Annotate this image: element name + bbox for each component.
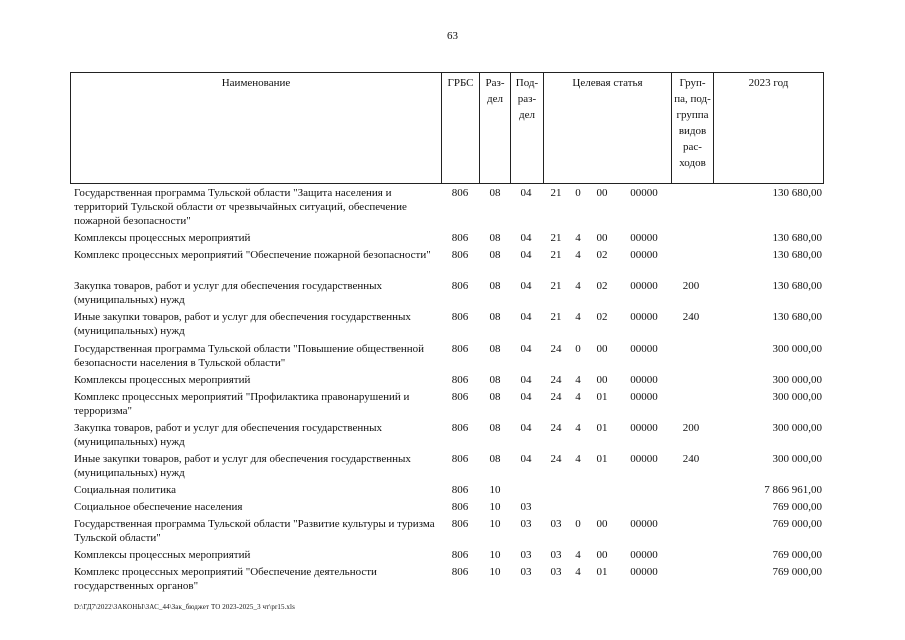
cell-podr: 04 (520, 232, 532, 245)
cell-sum: 300 000,00 (772, 421, 822, 434)
cell-podr: 03 (520, 518, 532, 531)
cell-razd: 08 (489, 373, 501, 386)
cell-t3: 01 (596, 452, 608, 465)
cell-podr: 04 (520, 452, 532, 465)
cell-podr: 03 (520, 501, 532, 514)
cell-t4: 00000 (630, 566, 658, 579)
cell-name: Комплексы процессных мероприятий (74, 549, 251, 562)
cell-podr: 03 (520, 566, 532, 579)
cell-t2: 4 (575, 311, 581, 324)
cell-t1: 21 (550, 187, 562, 199)
cell-t3: 01 (596, 421, 608, 434)
cell-vr: 200 (682, 421, 700, 434)
header-razdel: Раз- дел (479, 73, 510, 183)
cell-grbs: 806 (451, 501, 469, 514)
cell-t4: 00000 (630, 232, 658, 245)
cell-sum: 769 000,00 (772, 566, 822, 579)
cell-grbs: 806 (451, 249, 469, 262)
cell-t4: 00000 (630, 280, 658, 293)
cell-name: Социальная политика (74, 484, 177, 496)
cell-sum: 130 680,00 (772, 280, 822, 293)
cell-sum: 130 680,00 (772, 249, 822, 262)
header-podrazdel: Под- раз- дел (510, 73, 543, 183)
cell-vr: 200 (682, 280, 700, 293)
cell-grbs: 806 (451, 373, 469, 386)
cell-razd: 08 (489, 342, 501, 355)
cell-t4: 00000 (630, 390, 658, 403)
cell-podr: 03 (520, 549, 532, 562)
cell-sum: 130 680,00 (772, 311, 822, 324)
header-vr: Груп- па, под- группа видов рас- ходов (671, 73, 713, 183)
cell-podr: 04 (520, 249, 532, 262)
cell-grbs: 806 (451, 342, 469, 355)
cell-sum: 130 680,00 (772, 187, 822, 199)
cell-t2: 0 (575, 342, 581, 355)
cell-t3: 02 (596, 249, 608, 262)
cell-t1: 24 (550, 373, 562, 386)
cell-sum: 769 000,00 (772, 549, 822, 562)
cell-t3: 02 (596, 311, 608, 324)
cell-podr: 04 (520, 311, 532, 324)
page-number: 63 (447, 30, 458, 42)
cell-podr: 04 (520, 342, 532, 355)
cell-t4: 00000 (630, 373, 658, 386)
cell-sum: 300 000,00 (772, 373, 822, 386)
cell-t2: 4 (575, 373, 581, 386)
cell-name: Социальное обеспечение населения (74, 501, 243, 514)
header-name: Наименование (221, 77, 291, 89)
cell-grbs: 806 (451, 232, 469, 245)
cell-sum: 300 000,00 (772, 452, 822, 465)
cell-t2: 4 (575, 421, 581, 434)
cell-razd: 10 (489, 484, 501, 496)
cell-name: Комплекс процессных мероприятий "Профилактика правонарушений и терроризма" (74, 390, 410, 417)
header-target: Целевая статья (543, 73, 671, 183)
cell-t2: 4 (575, 280, 581, 293)
cell-t2: 4 (575, 390, 581, 403)
cell-razd: 08 (489, 249, 501, 262)
cell-razd: 08 (489, 232, 501, 245)
cell-t3: 00 (596, 373, 608, 386)
cell-razd: 08 (489, 452, 501, 465)
cell-t2: 4 (575, 249, 581, 262)
cell-grbs: 806 (451, 421, 469, 434)
cell-name: Комплексы процессных мероприятий (74, 232, 251, 245)
cell-vr: 240 (682, 452, 700, 465)
cell-grbs: 806 (451, 452, 469, 465)
cell-grbs: 806 (451, 311, 469, 324)
cell-name: Иные закупки товаров, работ и услуг для обеспечения государственных (муниципальных) нужд (74, 311, 411, 338)
cell-t1: 21 (550, 280, 562, 293)
cell-t4: 00000 (630, 518, 658, 531)
cell-podr: 04 (520, 187, 532, 199)
cell-t1: 03 (550, 518, 562, 531)
cell-t2: 0 (575, 187, 581, 199)
cell-razd: 10 (489, 549, 501, 562)
cell-grbs: 806 (451, 484, 469, 496)
cell-sum: 300 000,00 (772, 342, 822, 355)
cell-podr: 04 (520, 373, 532, 386)
cell-t1: 03 (550, 549, 562, 562)
cell-t1: 03 (550, 566, 562, 579)
cell-razd: 08 (489, 311, 501, 324)
table-header (70, 72, 824, 184)
cell-razd: 08 (489, 280, 501, 293)
cell-t2: 4 (575, 566, 581, 579)
cell-vr: 240 (682, 311, 700, 324)
cell-razd: 10 (489, 566, 501, 579)
cell-t1: 24 (550, 421, 562, 434)
cell-t3: 00 (596, 518, 608, 531)
cell-t3: 01 (596, 390, 608, 403)
cell-sum: 300 000,00 (772, 390, 822, 403)
cell-name: Государственная программа Тульской области "Повышение общественной безопасности населения в Тульской области" (74, 342, 424, 369)
cell-t1: 21 (550, 232, 562, 245)
cell-t3: 02 (596, 280, 608, 293)
header-grbs: ГРБС (441, 73, 479, 183)
cell-t4: 00000 (630, 311, 658, 324)
cell-t4: 00000 (630, 452, 658, 465)
cell-t1: 24 (550, 452, 562, 465)
cell-sum: 769 000,00 (772, 518, 822, 531)
cell-name: Комплексы процессных мероприятий (74, 373, 251, 386)
cell-grbs: 806 (451, 518, 469, 531)
file-path: D:\ГД7\2022\ЗАКОНЫ\ЗАС_44\Зак_бюджет ТО 2023-2025_3 чт\pr15.xls (74, 603, 295, 611)
cell-t2: 4 (575, 452, 581, 465)
cell-name: Государственная программа Тульской области "Развитие культуры и туризма Тульской области" (74, 518, 435, 545)
header-year: 2023 год (713, 73, 823, 183)
cell-t1: 24 (550, 342, 562, 355)
cell-name: Закупка товаров, работ и услуг для обеспечения государственных (муниципальных) нужд (74, 421, 383, 448)
cell-name: Иные закупки товаров, работ и услуг для обеспечения государственных (муниципальных) нужд (74, 452, 411, 479)
cell-razd: 08 (489, 390, 501, 403)
cell-t4: 00000 (630, 549, 658, 562)
cell-t4: 00000 (630, 249, 658, 262)
cell-t3: 00 (596, 187, 608, 199)
cell-t2: 4 (575, 549, 581, 562)
cell-grbs: 806 (451, 549, 469, 562)
cell-t1: 24 (550, 390, 562, 403)
cell-t4: 00000 (630, 421, 658, 434)
cell-t3: 00 (596, 549, 608, 562)
cell-grbs: 806 (451, 390, 469, 403)
cell-podr: 04 (520, 280, 532, 293)
cell-name: Государственная программа Тульской области "Защита населения и территорий Тульской области от чрезвычайных ситуаций, обеспечение пожарной безопасности" (74, 187, 407, 227)
cell-sum: 769 000,00 (772, 501, 822, 514)
cell-name: Закупка товаров, работ и услуг для обеспечения государственных (муниципальных) нужд (74, 280, 383, 307)
cell-podr: 04 (520, 390, 532, 403)
cell-sum: 130 680,00 (772, 232, 822, 245)
cell-grbs: 806 (451, 566, 469, 579)
cell-sum: 7 866 961,00 (764, 484, 822, 496)
cell-t2: 0 (575, 518, 581, 531)
cell-podr: 04 (520, 421, 532, 434)
cell-t2: 4 (575, 232, 581, 245)
cell-grbs: 806 (451, 187, 469, 199)
cell-name: Комплекс процессных мероприятий "Обеспечение деятельности государственных органов" (74, 566, 377, 593)
cell-t3: 01 (596, 566, 608, 579)
cell-razd: 08 (489, 421, 501, 434)
cell-t4: 00000 (630, 187, 658, 199)
cell-grbs: 806 (451, 280, 469, 293)
cell-t4: 00000 (630, 342, 658, 355)
cell-razd: 10 (489, 518, 501, 531)
cell-t3: 00 (596, 232, 608, 245)
cell-t3: 00 (596, 342, 608, 355)
cell-razd: 10 (489, 501, 501, 514)
cell-razd: 08 (489, 187, 501, 199)
cell-t1: 21 (550, 249, 562, 262)
cell-t1: 21 (550, 311, 562, 324)
cell-name: Комплекс процессных мероприятий "Обеспечение пожарной безопасности" (74, 249, 431, 262)
